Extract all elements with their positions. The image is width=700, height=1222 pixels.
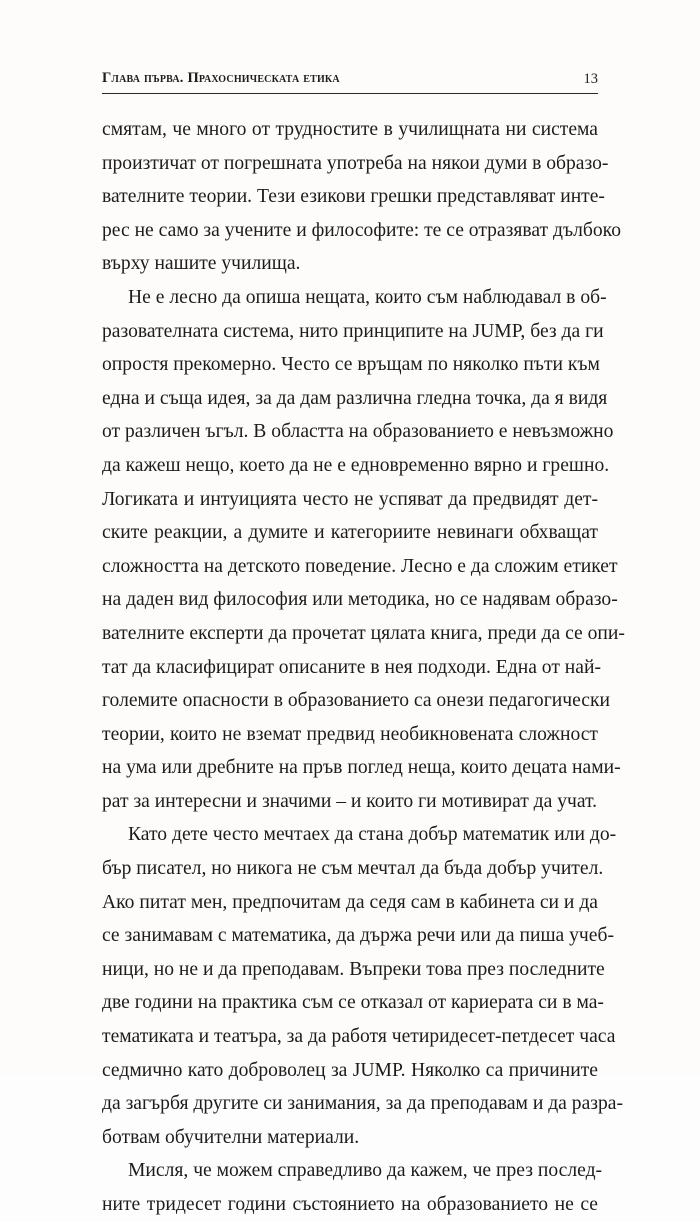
text-line: да кажеш нещо, което да не е едновременно вярно и грешно. — [102, 454, 610, 476]
text-line: на ума или дребните на пръв поглед неща, които децата нами- — [102, 757, 621, 779]
paragraph — [102, 113, 621, 281]
text-line: смятам, че много от трудностите в училищната ни система — [102, 119, 598, 140]
text-line: рес не само за учените и философите: те се отразяват дълбоко — [102, 219, 621, 241]
text-line: ботвам обучителни материали. — [102, 1126, 360, 1148]
text-line: теории, които не вземат предвид необикновената сложност — [102, 723, 598, 745]
paragraph — [102, 1154, 603, 1221]
text-line: големите опасности в образованието са онези педагогически — [102, 690, 610, 712]
body-text — [102, 113, 625, 1222]
text-line: вателните теории. Тези езикови грешки представляват инте- — [102, 186, 605, 208]
text-line: ници, но не и да преподавам. Въпреки това през последните — [102, 958, 605, 980]
paragraph — [102, 281, 625, 819]
chapter-heading — [102, 70, 340, 87]
text-line: тематиката и театъра, за да работя четиридесет-петдесет часа — [102, 1026, 616, 1048]
text-line: Мисля, че можем справедливо да кажем, че през послед- — [128, 1160, 603, 1182]
text-line: разователната система, нито принципите на JUMP, без да ги — [102, 320, 604, 342]
text-line: ските реакции, а думите и категориите невинаги обхващат — [102, 522, 598, 544]
text-line: рат за интересни и значими – и които ги мотивират да учат. — [102, 790, 598, 812]
text-line: вателните експерти да прочетат цялата книга, преди да се опи- — [102, 622, 625, 644]
text-line: бър писател, но никога не съм мечтал да бъда добър учител. — [102, 858, 604, 880]
chapter-title: Прахосническата етика — [187, 70, 340, 86]
text-line: две години на практика съм се отказал от кариерата си в ма- — [102, 992, 604, 1014]
text-line: на даден вид философия или методика, но се надявам образо- — [102, 589, 618, 611]
page-number: 13 — [583, 71, 598, 87]
text-line: Като дете често мечтаех да стана добър математик или до- — [128, 824, 617, 846]
text-line: Ако питат мен, предпочитам да седя сам в кабинета си и да — [102, 891, 598, 913]
running-header — [102, 67, 598, 94]
text-line: от различен ъгъл. В областта на образованието е невъзможно — [102, 421, 614, 443]
text-line: една и съща идея, за да дам различна гледна точка, да я видя — [102, 387, 608, 409]
text-line: сложността на детското поведение. Лесно е да сложим етикет — [102, 555, 618, 577]
text-line: Логиката и интуицията често не успяват да предвидят дет- — [102, 488, 598, 510]
text-line: ните тридесет години състоянието на образованието не се — [102, 1194, 598, 1215]
text-line: тат да класифицират описаните в нея подходи. Една от най- — [102, 656, 601, 678]
text-line: Не е лесно да опиша нещата, които съм наблюдавал в об- — [128, 286, 607, 308]
text-line: опростя прекомерно. Често се връщам по няколко пъти към — [102, 354, 600, 376]
text-line: се занимавам с математика, да държа речи или да пиша учеб- — [102, 925, 614, 947]
text-line: да загърбя другите си занимания, за да преподавам и да разра- — [102, 1093, 624, 1115]
text-line: върху нашите училища. — [102, 253, 301, 275]
text-line: седмично като доброволец за JUMP. Няколко са причините — [102, 1059, 598, 1081]
chapter-label: Глава първа. — [102, 70, 184, 86]
text-line: произтичат от погрешната употреба на някои думи в образо- — [102, 152, 609, 174]
paragraph — [102, 818, 624, 1154]
